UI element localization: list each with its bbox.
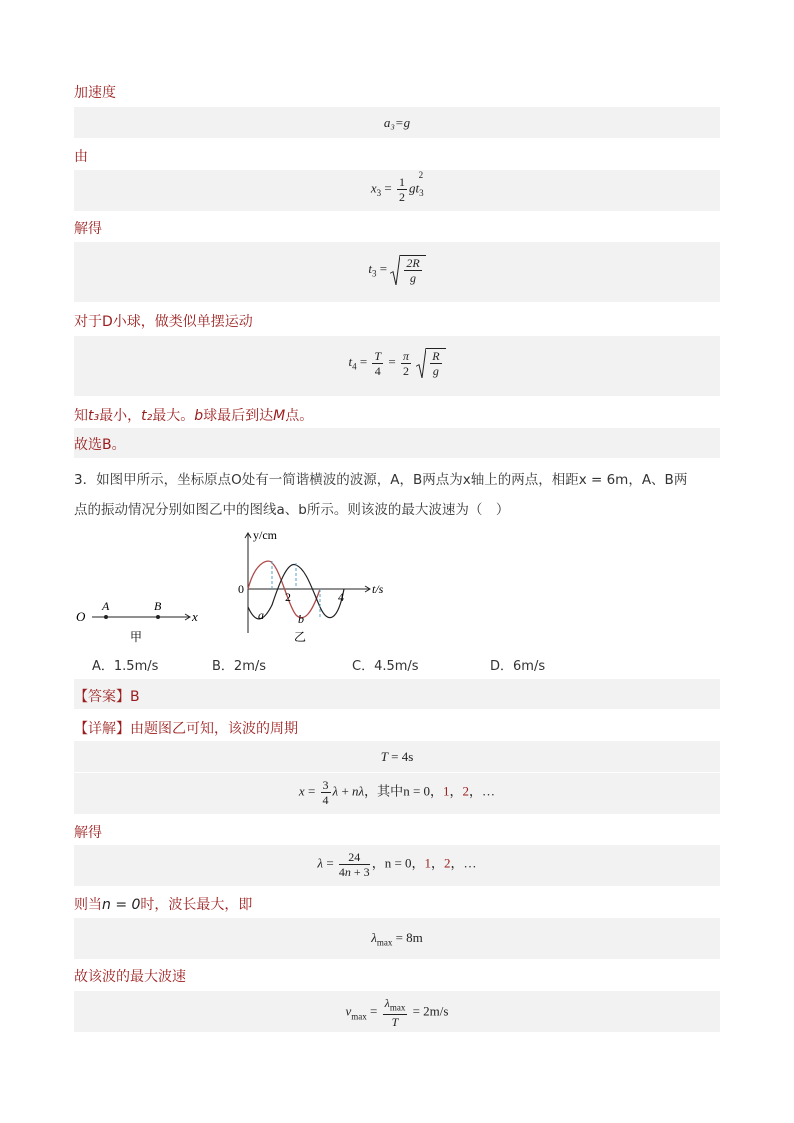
text-jiede-2: 解得	[74, 825, 102, 841]
figure-jia	[72, 595, 202, 645]
eq-band-lmax	[74, 918, 720, 959]
answer-value: B	[130, 689, 140, 705]
jia-x: x	[192, 609, 198, 624]
eq-T: T = 4s	[380, 749, 414, 764]
yi-caption: 乙	[294, 630, 307, 644]
eq-x-relation: x = $\frac{3}{4}$ λ + nλ，其中n = 0，1，2，…	[298, 778, 496, 807]
yi-t2: 2	[285, 590, 291, 604]
eq-band-lambda	[74, 845, 720, 886]
eq-x3: $x_3$ = $\frac{1}{2}$ $gt_3^2$	[370, 170, 424, 204]
text-jiede-1: 解得	[74, 221, 102, 237]
eq-t3: $t_3$ = $\frac{2R}{g}$	[74, 255, 720, 285]
question-line-1: 3．如图甲所示，坐标原点O处有一简谐横波的波源，A，B两点为x轴上的两点，相距x = 6m，A、B两	[74, 472, 688, 488]
yi-b: b	[298, 612, 304, 626]
eq-band-vmax	[74, 991, 720, 1032]
answer-band	[74, 679, 720, 709]
answer-line	[74, 686, 140, 706]
figure-yi	[230, 525, 400, 647]
option-a[interactable]: A．1.5m/s	[92, 659, 159, 674]
choose-band	[74, 428, 720, 458]
text-you: 由	[74, 149, 88, 165]
question-line-2: 点的振动情况分别如图乙中的图线a、b所示。则该波的最大波速为（ ）	[74, 502, 510, 518]
jia-caption: 甲	[130, 630, 143, 644]
eq-lambda-max: $\lambda_{max} = 8m$	[371, 930, 423, 948]
jia-O: O	[76, 609, 86, 624]
jia-B: B	[154, 599, 162, 613]
yi-xlabel: t/s	[372, 582, 384, 596]
yi-a: a	[258, 608, 264, 622]
eq-band-t3	[74, 242, 720, 302]
eq-band-a3	[74, 107, 720, 138]
option-c[interactable]: C．4.5m/s	[352, 659, 419, 674]
eq-band-t4	[74, 336, 720, 396]
detail-line	[74, 718, 298, 738]
text-when-n0: 则当n = 0时，波长最大，即	[74, 897, 253, 913]
option-d[interactable]: D．6m/s	[490, 659, 546, 674]
text-conclusion: 知t₃最小，t₂最大。b球最后到达M点。	[74, 408, 314, 424]
text-d-ball: 对于D小球，做类似单摆运动	[74, 314, 253, 330]
yi-t4: 4	[338, 590, 344, 604]
eq-band-T	[74, 741, 720, 772]
eq-t4: $t_4$ = $\frac{T}{4}$ = $\frac{\pi}{2}$ $\frac{R}{g}$	[74, 348, 720, 378]
jia-A: A	[102, 599, 110, 613]
option-b[interactable]: B．2m/s	[212, 659, 267, 674]
text-max-speed: 故该波的最大波速	[74, 969, 186, 985]
eq-band-x3	[74, 170, 720, 211]
eq-a3: a₃=g	[383, 115, 411, 130]
detail-label: 【详解】	[74, 721, 130, 737]
answer-label: 【答案】	[74, 689, 130, 705]
eq-lambda: λ = $\frac{24}{4n + 3}$ ，n = 0，1，2，…	[317, 850, 477, 879]
text-choose-b: 故选B。	[74, 437, 126, 453]
text-accel: 加速度	[74, 85, 116, 101]
yi-origin: 0	[238, 582, 244, 596]
eq-v-max: $v_{max}$ = $\frac{\lambda_{max}}{T}$ = 2m/s	[345, 996, 449, 1030]
yi-ylabel: y/cm	[253, 528, 277, 542]
eq-band-x	[74, 773, 720, 814]
detail-text: 由题图乙可知，该波的周期	[130, 721, 298, 737]
